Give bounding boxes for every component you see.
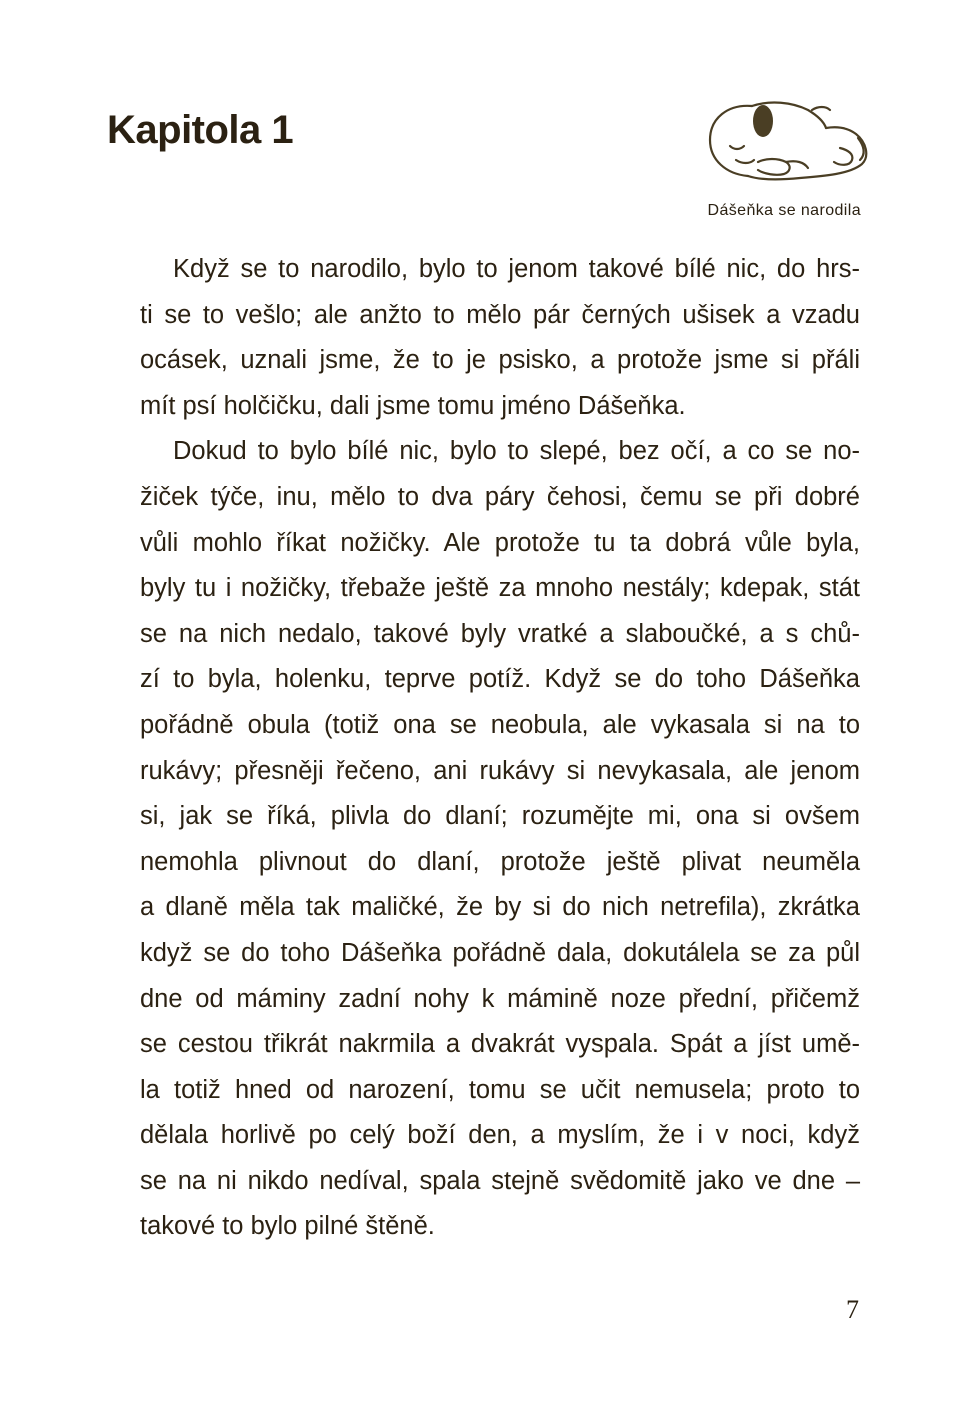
text-line: vůli mohlo říkat nožičky. Ale protože tu ta dobrá vůle byla,	[140, 528, 860, 557]
text-line: ocásek, uznali jsme, že to je psisko, a protože jsme si přáli	[140, 346, 860, 375]
text-line: se cestou třikrát nakrmila a dvakrát vyspala. Spát a jíst umě-	[140, 1030, 860, 1059]
page-number: 7	[846, 1295, 859, 1324]
text-line: dne od máminy zadní nohy k mámině noze přední, přičemž	[140, 984, 860, 1013]
text-line: ti se to vešlo; ale anžto to mělo pár černých ušisek a vzadu	[140, 300, 860, 329]
text-line: nemohla plivnout do dlaní, protože ještě plivat neuměla	[140, 847, 860, 876]
chapter-body	[107, 247, 860, 1250]
text-line: takové to bylo pilné štěně.	[140, 1212, 435, 1241]
text-line: rukávy; přesněji řečeno, ani rukávy si nevykasala, ale jenom	[140, 756, 860, 785]
text-line: dělala horlivě po celý boží den, a myslím, že i v noci, když	[140, 1121, 860, 1150]
chapter-title: Kapitola 1	[107, 108, 294, 152]
sleeping-puppy-icon	[700, 88, 870, 198]
paragraph	[107, 429, 860, 1250]
text-line: la totiž hned od narození, tomu se učit nemusela; proto to	[140, 1075, 860, 1104]
text-line: se na ni nikdo nedíval, spala stejně svědomitě jako ve dne –	[140, 1166, 860, 1195]
text-line: když se do toho Dášeňka pořádně dala, dokutálela se za půl	[140, 938, 860, 967]
text-line: Dokud to bylo bílé nic, bylo to slepé, bez očí, a co se no-	[173, 437, 860, 466]
text-line: Když se to narodilo, bylo to jenom takové bílé nic, do hrs-	[173, 255, 860, 283]
text-line: žiček týče, inu, mělo to dva páry čehosi, čemu se při dobré	[140, 482, 860, 511]
paragraph	[107, 247, 860, 429]
text-line: zí to byla, holenku, teprve potíž. Když se do toho Dášeňka	[140, 665, 860, 694]
text-line: si, jak se říká, plivla do dlaní; rozumějte mi, ona si ovšem	[140, 802, 860, 831]
text-line: byly tu i nožičky, třebaže ještě za mnoho nestály; kdepak, stát	[140, 574, 860, 603]
text-line: mít psí holčičku, dali jsme tomu jméno Dášeňka.	[140, 391, 686, 420]
text-line: pořádně obula (totiž ona se neobula, ale vykasala si na to	[140, 710, 860, 739]
text-line: se na nich nedalo, takové byly vratké a slaboučké, a s chů-	[140, 619, 860, 648]
text-line: a dlaně měla tak maličké, že by si do nich netrefila), zkrátka	[140, 893, 860, 922]
illustration-caption: Dášeňka se narodila	[707, 202, 861, 219]
